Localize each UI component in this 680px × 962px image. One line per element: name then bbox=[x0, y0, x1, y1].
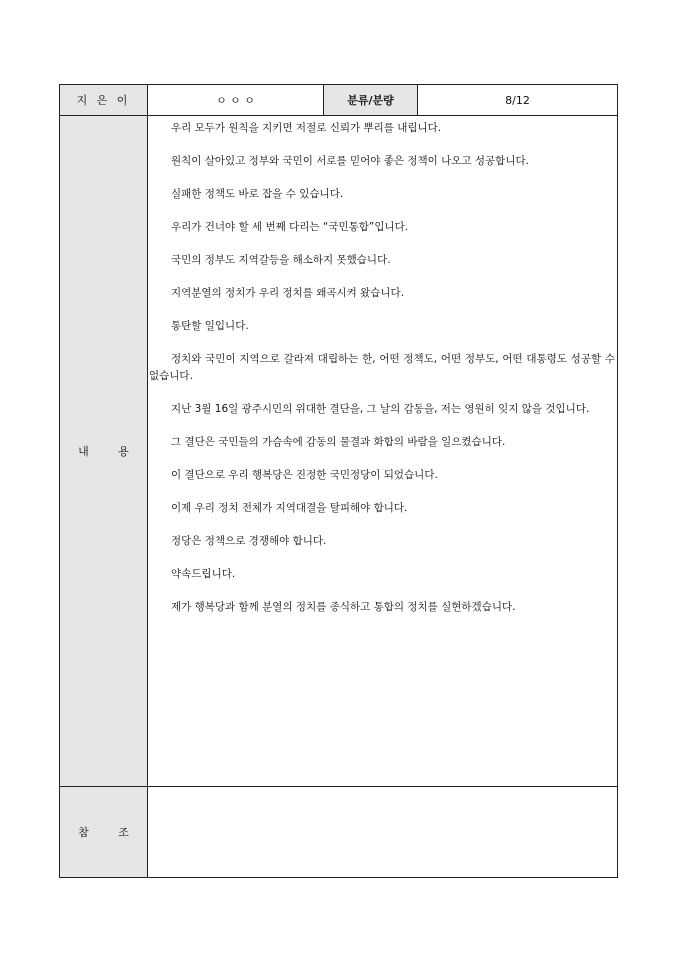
content-paragraph: 국민의 정부도 지역갈등을 해소하지 못했습니다. bbox=[171, 254, 391, 266]
category-value: 8/12 bbox=[418, 85, 618, 116]
author-value: ㅇ ㅇ ㅇ bbox=[148, 85, 324, 116]
header-row bbox=[60, 85, 618, 116]
content-paragraph: 약속드립니다. bbox=[171, 568, 236, 580]
content-label-cell bbox=[60, 116, 148, 787]
content-paragraph: 우리 모두가 원칙을 지키면 저절로 신뢰가 뿌리를 내립니다. bbox=[171, 122, 442, 134]
content-paragraph: 제가 행복당과 함께 분열의 정치를 종식하고 통합의 정치를 실현하겠습니다. bbox=[171, 601, 516, 613]
reference-label: 참 조 bbox=[78, 826, 129, 839]
content-paragraph: 이 결단으로 우리 행복당은 진정한 국민정당이 되었습니다. bbox=[171, 469, 438, 481]
content-paragraph: 실패한 정책도 바로 잡을 수 있습니다. bbox=[171, 188, 344, 200]
content-cell bbox=[148, 116, 618, 787]
content-paragraph: 그 결단은 국민들의 가슴속에 감동의 물결과 화합의 바람을 일으켰습니다. bbox=[171, 436, 506, 448]
content-paragraph: 정치와 국민이 지역으로 갈라져 대립하는 한, 어떤 정책도, 어떤 정부도, 어떤 대통령도 성공할 수 없습니다. bbox=[149, 353, 615, 382]
content-paragraph: 지난 3월 16일 광주시민의 위대한 결단을, 그 날의 감동을, 저는 영원히 잊지 않을 것입니다. bbox=[171, 403, 590, 415]
content-paragraph: 원칙이 살아있고 정부와 국민이 서로를 믿어야 좋은 정책이 나오고 성공합니다. bbox=[171, 155, 529, 167]
content-label: 내 용 bbox=[78, 445, 129, 458]
content-paragraph: 이제 우리 정치 전체가 지역대결을 탈피해야 합니다. bbox=[171, 502, 408, 514]
content-row bbox=[60, 116, 618, 787]
content-body bbox=[148, 116, 617, 620]
reference-value bbox=[148, 787, 618, 878]
reference-row bbox=[60, 787, 618, 878]
content-paragraph: 정당은 정책으로 경쟁해야 합니다. bbox=[171, 535, 327, 547]
author-label: 지 은 이 bbox=[60, 85, 148, 116]
category-label: 분류/분량 bbox=[324, 85, 418, 116]
reference-label-cell bbox=[60, 787, 148, 878]
content-paragraph: 지역분열의 정치가 우리 정치를 왜곡시켜 왔습니다. bbox=[171, 287, 405, 299]
document-form-table bbox=[59, 84, 618, 878]
content-paragraph: 우리가 건너야 할 세 번째 다리는 “국민통합”입니다. bbox=[171, 221, 409, 233]
content-paragraph: 통탄할 일입니다. bbox=[171, 320, 249, 332]
